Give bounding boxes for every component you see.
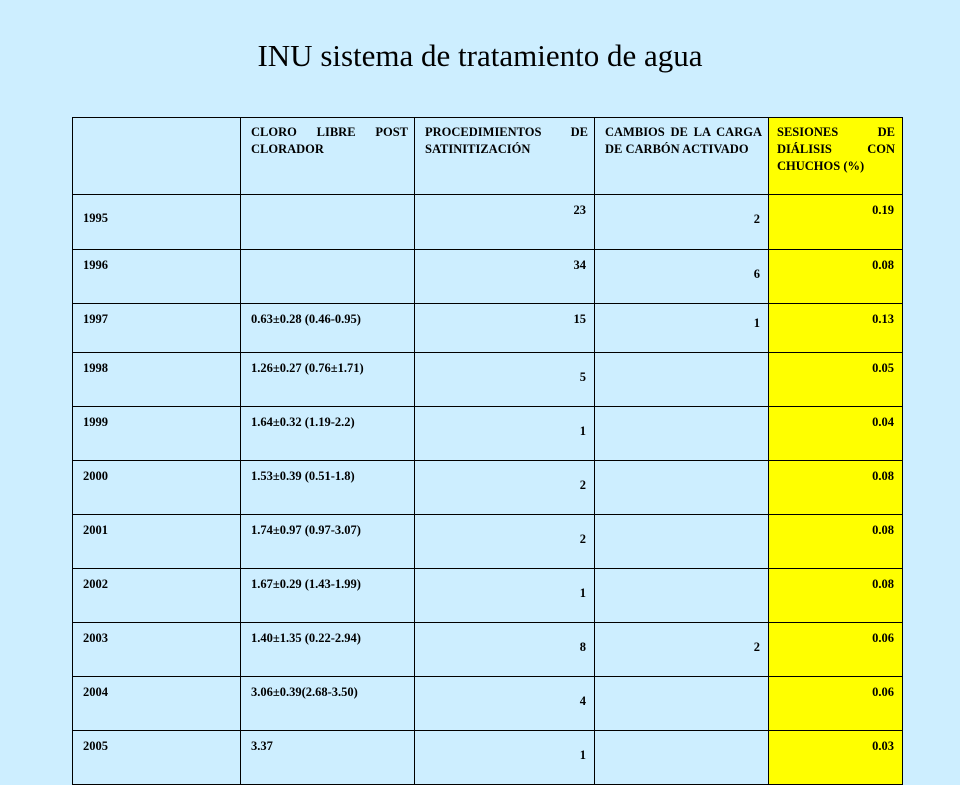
year-cell: 2001	[73, 515, 241, 569]
sesiones-cell: 0.13	[769, 304, 903, 353]
year-cell: 1998	[73, 353, 241, 407]
year-cell: 2004	[73, 677, 241, 731]
procedimientos-cell: 1	[415, 569, 595, 623]
procedimientos-cell: 34	[415, 250, 595, 304]
table-row	[73, 250, 903, 304]
sesiones-cell: 0.03	[769, 731, 903, 785]
cloro-cell: 1.67±0.29 (1.43-1.99)	[241, 569, 415, 623]
table-row	[73, 623, 903, 677]
procedimientos-cell: 4	[415, 677, 595, 731]
cloro-cell: 1.40±1.35 (0.22-2.94)	[241, 623, 415, 677]
cloro-cell: 1.26±0.27 (0.76±1.71)	[241, 353, 415, 407]
table-header-row	[73, 118, 903, 195]
header-year	[73, 118, 241, 195]
year-cell: 2002	[73, 569, 241, 623]
sesiones-cell: 0.08	[769, 461, 903, 515]
header-cloro: CLORO LIBRE POST CLORADOR	[241, 118, 415, 195]
year-cell: 2005	[73, 731, 241, 785]
header-procedimientos: PROCEDIMIENTOS DE SATINITIZACIÓN	[415, 118, 595, 195]
page-title: INU sistema de tratamiento de agua	[257, 38, 703, 73]
cloro-cell: 1.53±0.39 (0.51-1.8)	[241, 461, 415, 515]
procedimientos-cell: 15	[415, 304, 595, 353]
table-row	[73, 569, 903, 623]
cloro-cell: 3.06±0.39(2.68-3.50)	[241, 677, 415, 731]
year-cell: 1999	[73, 407, 241, 461]
carbon-cell	[595, 407, 769, 461]
table-row	[73, 731, 903, 785]
year-cell: 2000	[73, 461, 241, 515]
header-carbon: CAMBIOS DE LA CARGA DE CARBÓN ACTIVADO	[595, 118, 769, 195]
carbon-cell	[595, 515, 769, 569]
procedimientos-cell: 5	[415, 353, 595, 407]
carbon-cell	[595, 353, 769, 407]
year-cell: 1996	[73, 250, 241, 304]
carbon-cell	[595, 461, 769, 515]
sesiones-cell: 0.08	[769, 250, 903, 304]
table-row	[73, 407, 903, 461]
table-row	[73, 195, 903, 250]
table-row	[73, 461, 903, 515]
carbon-cell: 6	[595, 250, 769, 304]
year-cell: 2003	[73, 623, 241, 677]
table-row	[73, 677, 903, 731]
procedimientos-cell: 1	[415, 731, 595, 785]
sesiones-cell: 0.04	[769, 407, 903, 461]
sesiones-cell: 0.08	[769, 569, 903, 623]
procedimientos-cell: 8	[415, 623, 595, 677]
sesiones-cell: 0.08	[769, 515, 903, 569]
sesiones-cell: 0.06	[769, 677, 903, 731]
year-cell: 1997	[73, 304, 241, 353]
year-cell: 1995	[73, 195, 241, 250]
sesiones-cell: 0.06	[769, 623, 903, 677]
procedimientos-cell: 2	[415, 461, 595, 515]
water-treatment-table	[72, 117, 903, 785]
sesiones-cell: 0.05	[769, 353, 903, 407]
carbon-cell	[595, 569, 769, 623]
cloro-cell	[241, 195, 415, 250]
carbon-cell	[595, 677, 769, 731]
cloro-cell: 0.63±0.28 (0.46-0.95)	[241, 304, 415, 353]
procedimientos-cell: 1	[415, 407, 595, 461]
header-sesiones: SESIONES DE DIÁLISIS CON CHUCHOS (%)	[769, 118, 903, 195]
table-row	[73, 515, 903, 569]
carbon-cell: 1	[595, 304, 769, 353]
cloro-cell: 3.37	[241, 731, 415, 785]
carbon-cell	[595, 731, 769, 785]
cloro-cell: 1.74±0.97 (0.97-3.07)	[241, 515, 415, 569]
cloro-cell	[241, 250, 415, 304]
carbon-cell: 2	[595, 623, 769, 677]
procedimientos-cell: 2	[415, 515, 595, 569]
table-row	[73, 353, 903, 407]
sesiones-cell: 0.19	[769, 195, 903, 250]
procedimientos-cell: 23	[415, 195, 595, 250]
table-row	[73, 304, 903, 353]
cloro-cell: 1.64±0.32 (1.19-2.2)	[241, 407, 415, 461]
carbon-cell: 2	[595, 195, 769, 250]
